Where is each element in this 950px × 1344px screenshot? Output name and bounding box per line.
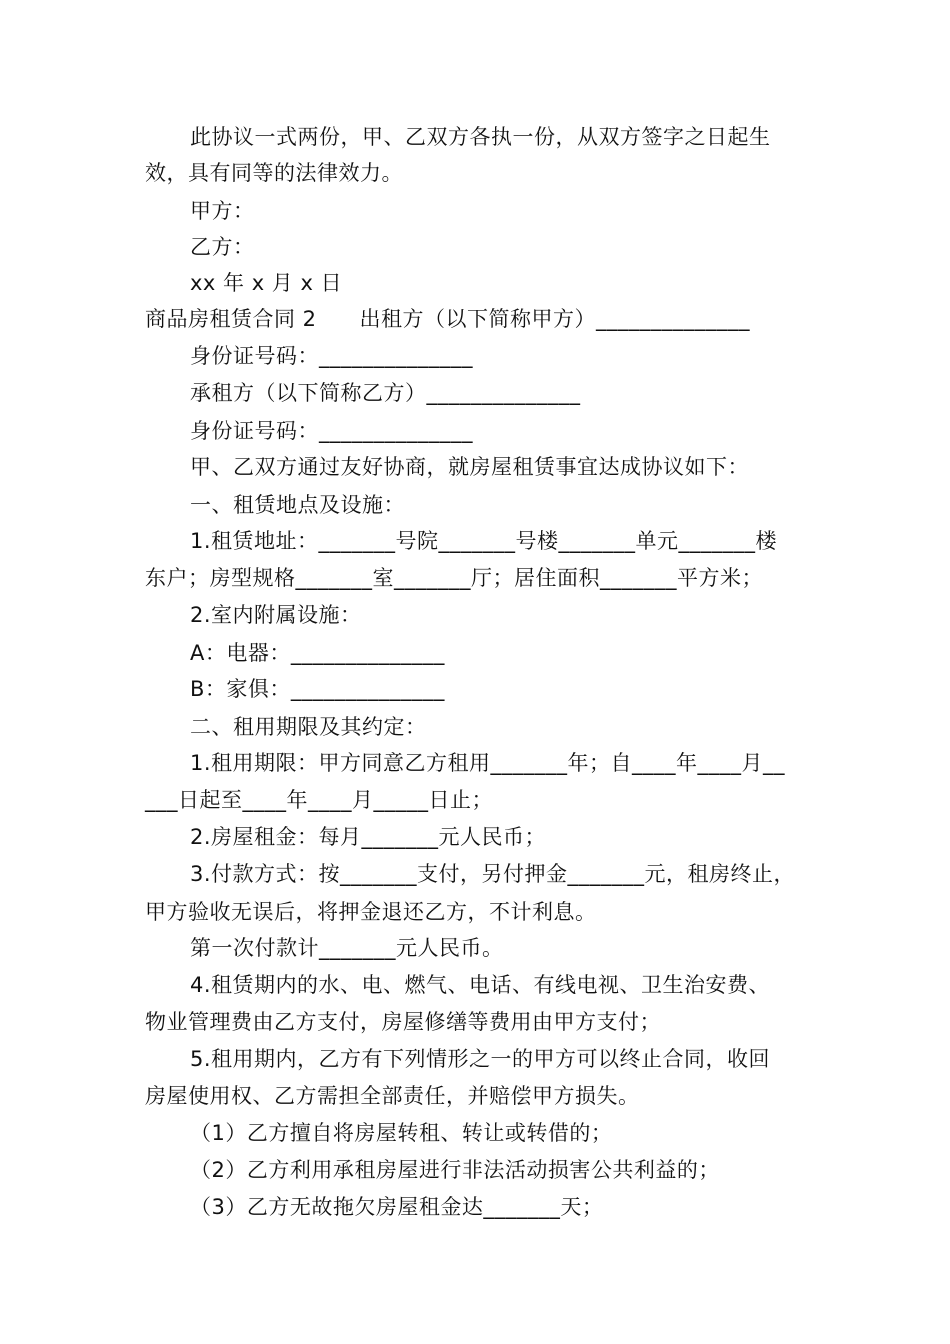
- text-line: 物业管理费由乙方支付，房屋修缮等费用由甲方支付；: [145, 1010, 661, 1034]
- text-line: 商品房租赁合同 2 出租方（以下简称甲方）______________: [145, 307, 751, 331]
- text-line: 5.租用期内，乙方有下列情形之一的甲方可以终止合同，收回: [190, 1047, 771, 1071]
- text-line: 身份证号码：______________: [190, 344, 473, 368]
- text-line: 乙方：: [190, 235, 255, 259]
- text-line: 3.付款方式：按_______支付，另付押金_______元，租房终止，: [190, 862, 796, 886]
- text-line: 1.租赁地址：_______号院_______号楼_______单元_______楼: [190, 529, 778, 553]
- text-line: 此协议一式两份，甲、乙双方各执一份，从双方签字之日起生: [190, 125, 771, 149]
- text-line: 一、租赁地点及设施：: [190, 493, 405, 517]
- text-line: 第一次付款计_______元人民币。: [190, 936, 504, 960]
- text-line: （2）乙方利用承租房屋进行非法活动损害公共利益的；: [190, 1158, 720, 1182]
- text-line: B：家俱：______________: [190, 677, 445, 701]
- text-line: （3）乙方无故拖欠房屋租金达_______天；: [190, 1195, 604, 1219]
- text-line: 甲方验收无误后，将押金退还乙方，不计利息。: [145, 900, 597, 924]
- text-line: 1.租用期限：甲方同意乙方租用_______年；自____年____月__: [190, 751, 786, 775]
- text-line: 二、租用期限及其约定：: [190, 715, 427, 739]
- text-line: xx 年 x 月 x 日: [190, 271, 343, 295]
- text-line: 身份证号码：______________: [190, 419, 473, 443]
- text-line: 东户；房型规格_______室_______厅；居住面积_______平方米；: [145, 566, 763, 590]
- text-line: ___日起至____年____月_____日止；: [145, 788, 493, 812]
- text-line: A：电器：______________: [190, 641, 445, 665]
- text-line: 承租方（以下简称乙方）______________: [190, 381, 581, 405]
- text-line: 2.室内附属设施：: [190, 603, 362, 627]
- text-line: 效，具有同等的法律效力。: [145, 161, 403, 185]
- text-line: 房屋使用权、乙方需担全部责任，并赔偿甲方损失。: [145, 1084, 640, 1108]
- text-line: 4.租赁期内的水、电、燃气、电话、有线电视、卫生治安费、: [190, 973, 771, 997]
- text-line: 甲、乙双方通过友好协商，就房屋租赁事宜达成协议如下：: [190, 455, 749, 479]
- text-line: （1）乙方擅自将房屋转租、转让或转借的；: [190, 1121, 613, 1145]
- text-line: 2.房屋租金：每月_______元人民币；: [190, 825, 547, 849]
- text-line: 甲方：: [190, 199, 255, 223]
